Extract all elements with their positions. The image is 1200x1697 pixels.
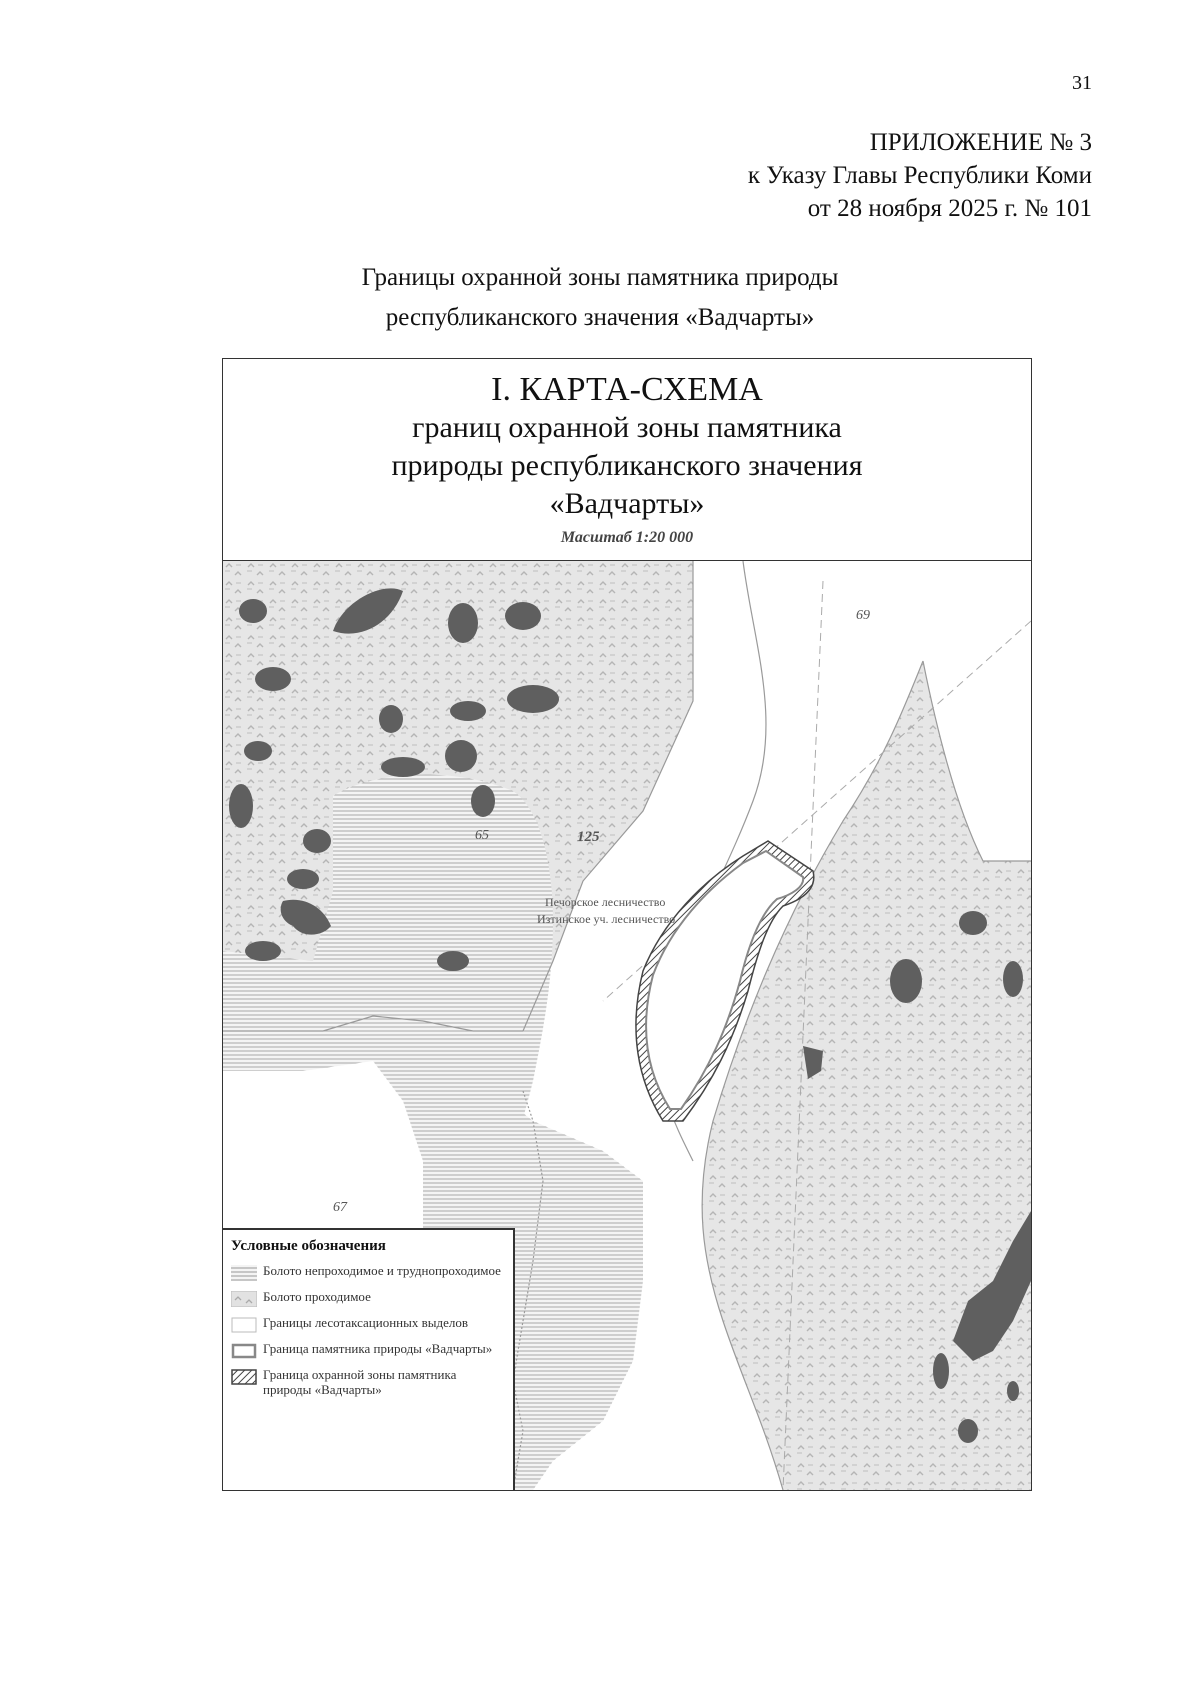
legend-label-protection-zone: Граница охранной зоны памятника природы «Вадчарты» xyxy=(263,1367,457,1397)
legend-item-monument-boundary xyxy=(231,1341,505,1359)
document-title xyxy=(0,258,1200,338)
appendix-block xyxy=(748,126,1092,225)
page-number: 31 xyxy=(1072,72,1092,94)
document-title-line-1: Границы охранной зоны памятника природы xyxy=(361,264,839,291)
swatch-impassable-bog xyxy=(231,1265,257,1281)
legend-item-parcel-boundaries xyxy=(231,1315,505,1333)
swatch-passable-bog xyxy=(231,1291,257,1307)
map-area xyxy=(223,561,1031,1490)
map-title-line-2: границ охранной зоны памятника xyxy=(412,411,842,444)
parcel-label-125: 125 xyxy=(577,829,600,845)
map-title-line-3: природы республиканского значения xyxy=(391,449,863,482)
legend-label-impassable-bog: Болото непроходимое и труднопроходимое xyxy=(263,1263,501,1278)
swatch-protection-zone xyxy=(231,1369,257,1385)
map-header xyxy=(223,359,1031,561)
parcel-label-69: 69 xyxy=(856,608,870,623)
map-title-line-1: I. КАРТА-СХЕМА xyxy=(491,371,763,408)
map-frame xyxy=(222,358,1032,1491)
appendix-line-3: от 28 ноября 2025 г. № 101 xyxy=(807,195,1092,222)
legend-label-passable-bog: Болото проходимое xyxy=(263,1289,371,1304)
parcel-label-67: 67 xyxy=(333,1200,347,1215)
map-scale: Масштаб 1:20 000 xyxy=(560,529,694,546)
swatch-monument-boundary xyxy=(231,1343,257,1359)
forestry-label-line-2: Изтинское уч. лесничество xyxy=(537,912,676,926)
document-title-line-2: республиканского значения «Вадчарты» xyxy=(385,304,815,331)
map-title-line-4: «Вадчарты» xyxy=(549,487,705,520)
appendix-line-1: ПРИЛОЖЕНИЕ № 3 xyxy=(869,129,1092,156)
appendix-line-2: к Указу Главы Республики Коми xyxy=(747,162,1092,189)
bog-passable-right xyxy=(702,661,1031,1490)
swatch-parcel-boundaries xyxy=(231,1317,257,1333)
legend-title: Условные обозначения xyxy=(231,1238,386,1254)
parcel-label-65: 65 xyxy=(475,828,489,843)
legend-item-passable-bog xyxy=(231,1289,505,1307)
map-legend xyxy=(223,1228,515,1490)
legend-label-parcel-boundaries: Границы лесотаксационных выделов xyxy=(263,1315,468,1330)
legend-item-protection-zone xyxy=(231,1367,505,1397)
legend-label-monument-boundary: Граница памятника природы «Вадчарты» xyxy=(263,1341,493,1356)
forestry-label-line-1: Печорское лесничество xyxy=(545,895,666,909)
legend-item-impassable-bog xyxy=(231,1263,505,1281)
